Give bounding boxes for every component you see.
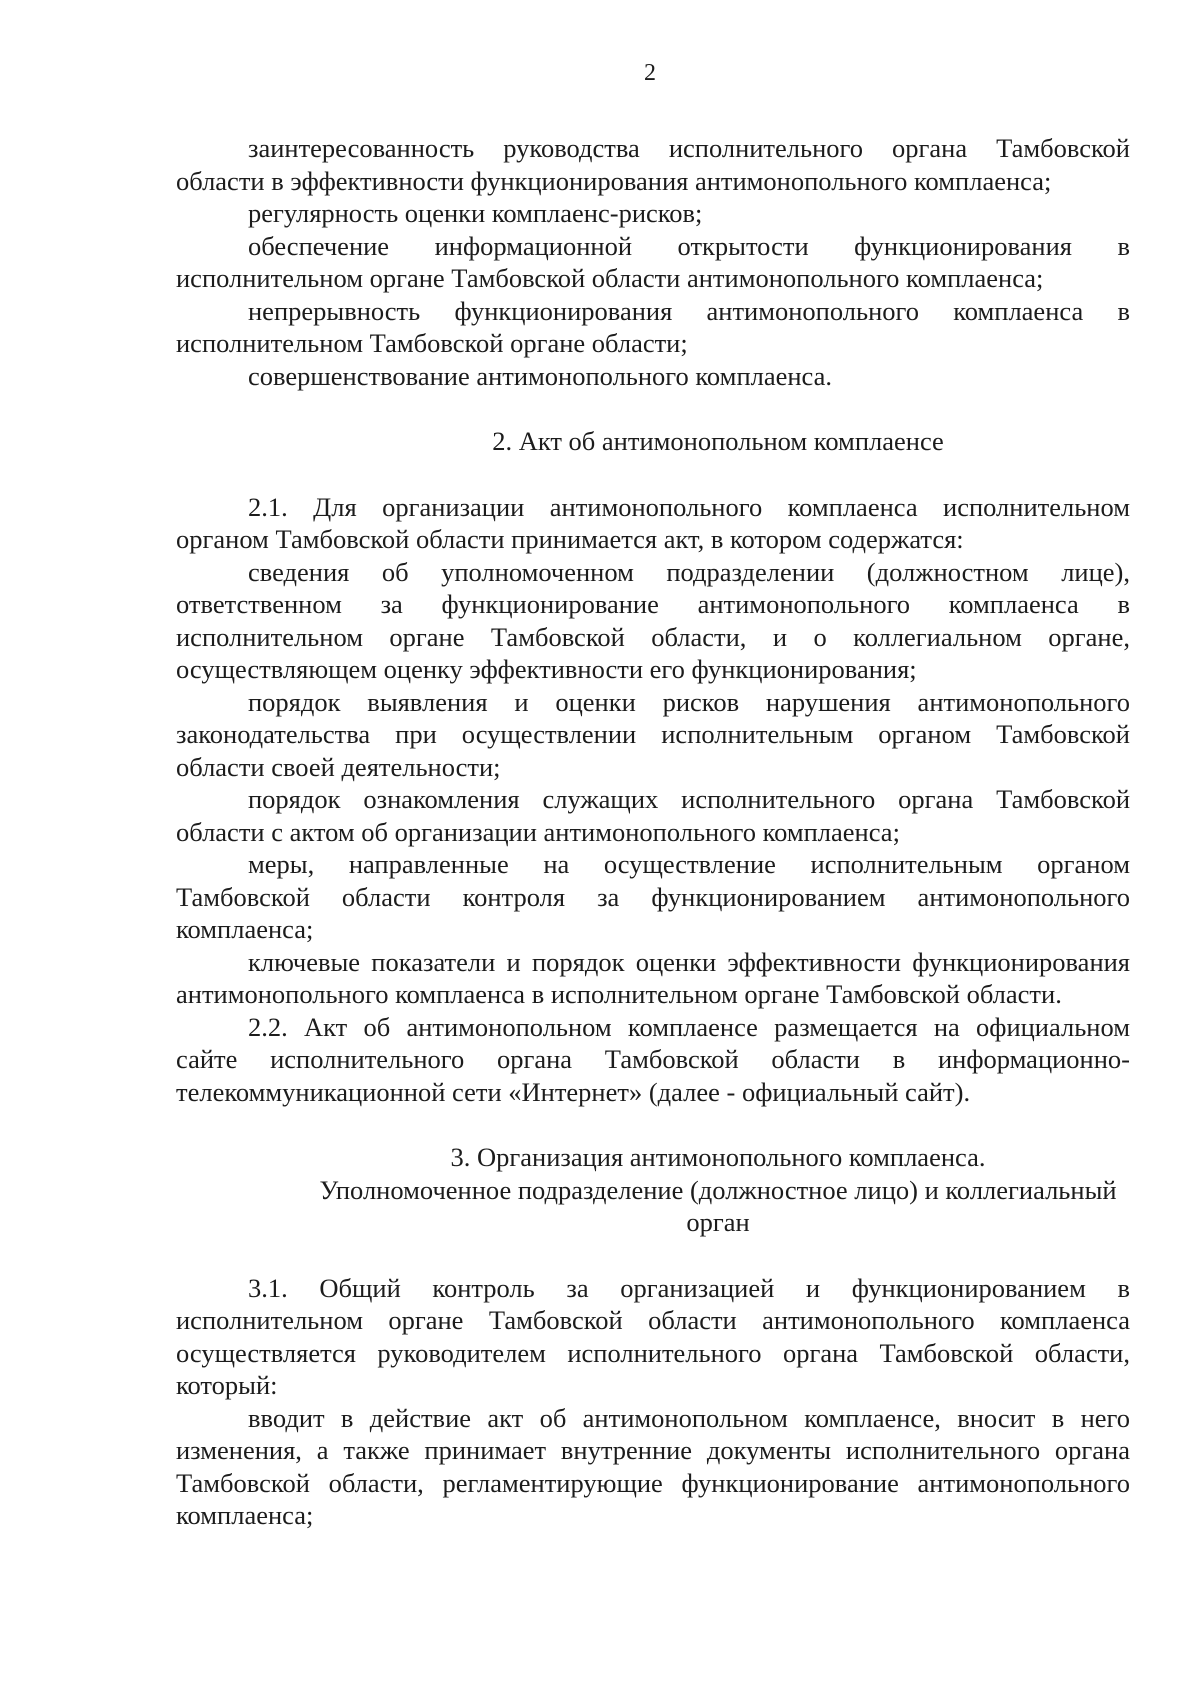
- section-2-heading: 2. Акт об антимонопольном комплаенсе: [492, 426, 944, 456]
- section-3-heading-line: орган: [686, 1207, 750, 1237]
- section-3-paragraph: 3.1. Общий контроль за организацией и функционированием в исполнительном органе Тамбовской области антимонопольного комплаенса осуществляется руководителем исполнительного органа Тамбовской области, который:: [176, 1272, 1130, 1400]
- section-2-paragraph: сведения об уполномоченном подразделении (должностном лице), ответственном за функционирование антимонопольного комплаенса в исполнительном органе Тамбовской области, и о коллегиальном органе, осуществляющем оценку эффективности его функционирования;: [176, 556, 1130, 684]
- section-3-heading: [176, 1141, 1130, 1239]
- intro-paragraph: заинтересованность руководства исполнительного органа Тамбовской области в эффективности функционирования антимонопольного комплаенса;: [176, 133, 1130, 196]
- section-3-heading-line: Уполномоченное подразделение (должностное лицо) и коллегиальный: [319, 1174, 1117, 1205]
- section-2-paragraph: 2.1. Для организации антимонопольного комплаенса исполнительном органом Тамбовской области принимается акт, в котором содержатся:: [176, 491, 1130, 554]
- section-2-paragraph: порядок выявления и оценки рисков нарушения антимонопольного законодательства при осуществлении исполнительным органом Тамбовской области своей деятельности;: [176, 686, 1130, 782]
- intro-paragraph: совершенствование антимонопольного комплаенса.: [248, 360, 833, 391]
- section-2-paragraph: ключевые показатели и порядок оценки эффективности функционирования антимонопольного комплаенса в исполнительном органе Тамбовской области.: [176, 946, 1130, 1009]
- section-3-heading-line: 3. Организация антимонопольного комплаенса.: [450, 1142, 986, 1172]
- section-3-paragraph: вводит в действие акт об антимонопольном комплаенсе, вносит в него изменения, а также принимает внутренние документы исполнительного органа Тамбовской области, регламентирующие функционирование антимонопольного комплаенса;: [176, 1402, 1130, 1530]
- document-body: [176, 132, 1130, 1532]
- intro-paragraph: обеспечение информационной открытости функционирования в исполнительном органе Тамбовской области антимонопольного комплаенса;: [176, 230, 1130, 293]
- section-2-paragraph: 2.2. Акт об антимонопольном комплаенсе размещается на официальном сайте исполнительного органа Тамбовской области в информационно-телекоммуникационной сети «Интернет» (далее - официальный сайт).: [176, 1011, 1130, 1107]
- page-number: 2: [644, 60, 656, 86]
- intro-paragraph: непрерывность функционирования антимонопольного комплаенса в исполнительном Тамбовской органе области;: [176, 295, 1130, 358]
- intro-paragraph: регулярность оценки комплаенс-рисков;: [248, 198, 703, 228]
- section-2-paragraph: порядок ознакомления служащих исполнительного органа Тамбовской области с актом об организации антимонопольного комплаенса;: [176, 784, 1130, 847]
- section-2-paragraph: меры, направленные на осуществление исполнительным органом Тамбовской области контроля за функционированием антимонопольного комплаенса;: [176, 849, 1130, 944]
